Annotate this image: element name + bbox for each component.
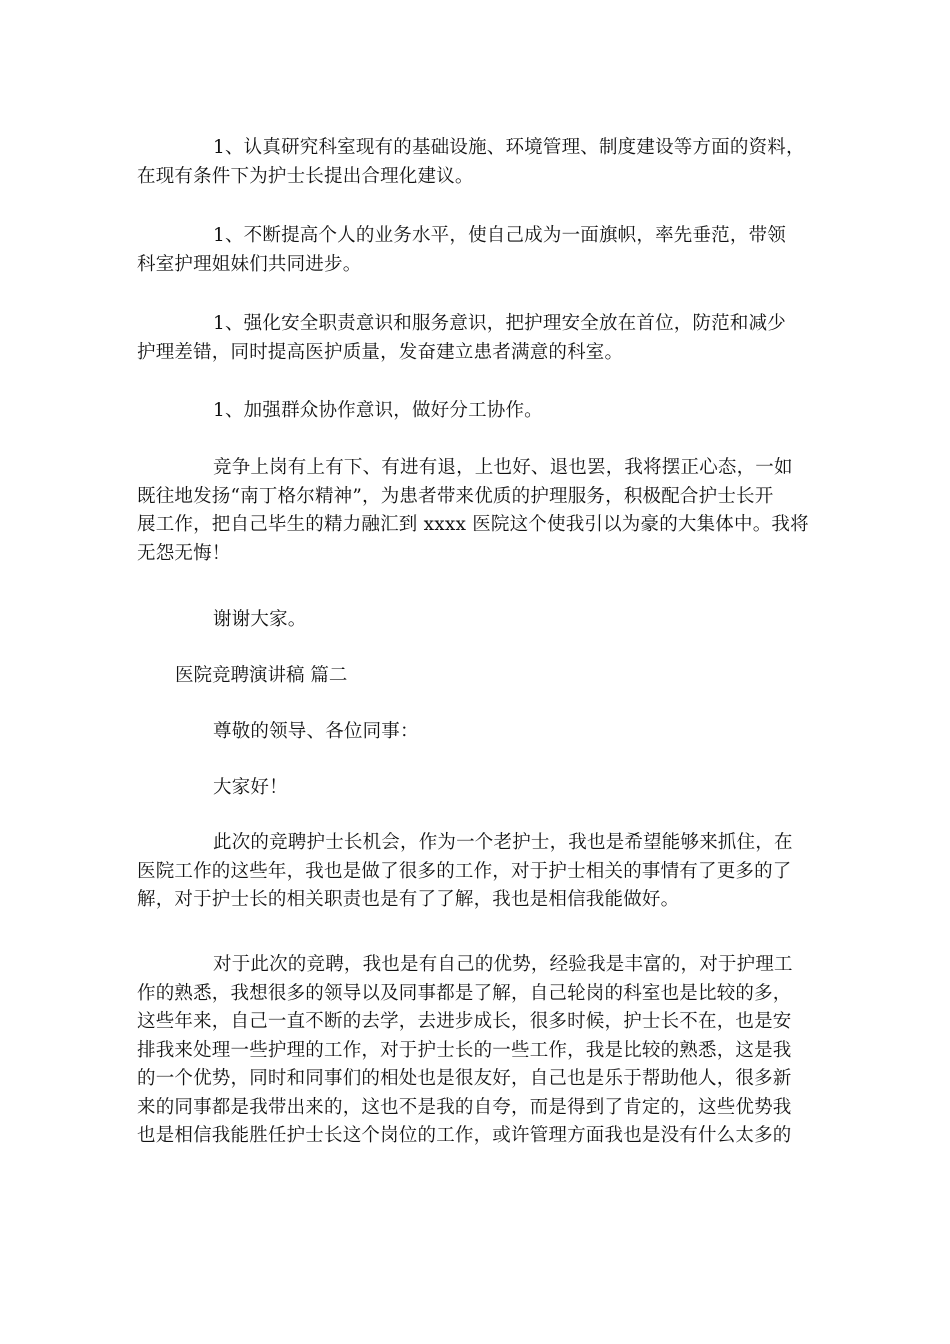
- text-line: 医院工作的这些年，我也是做了很多的工作，对于护士相关的事情有了更多的了: [137, 860, 792, 882]
- text-line: 这些年来，自己一直不断的去学，去进步成长，很多时候，护士长不在，也是安: [137, 1011, 792, 1032]
- text-line: 谢谢大家。: [213, 609, 307, 630]
- text-line: 1、加强群众协作意识，做好分工协作。: [213, 400, 543, 421]
- text-line: 无怨无悔！: [137, 542, 231, 564]
- text-line: 科室护理姐妹们共同进步。: [137, 253, 362, 275]
- body-paragraph-2: [137, 951, 815, 1151]
- section-heading: 医院竞聘演讲稿 篇二: [175, 665, 348, 686]
- text-line: 解，对于护士长的相关职责也是有了了解，我也是相信我能做好。: [137, 889, 680, 910]
- text-line: 的一个优势，同时和同事们的相处也是很友好，自己也是乐于帮助他人，很多新: [137, 1068, 792, 1089]
- body-paragraph-1: [137, 829, 815, 915]
- text-line: 大家好！: [213, 777, 288, 798]
- paragraph-2: [137, 222, 815, 279]
- text-line: 尊敬的领导、各位同事：: [213, 721, 419, 742]
- text-line: 此次的竞聘护士长机会，作为一个老护士，我也是希望能够来抓住，在: [213, 832, 793, 853]
- greeting: [137, 718, 815, 747]
- text-line: 1、强化安全职责意识和服务意识，把护理安全放在首位，防范和减少: [213, 313, 786, 334]
- text-line: 对于此次的竞聘，我也是有自己的优势，经验我是丰富的，对于护理工: [213, 954, 793, 975]
- paragraph-1: [137, 134, 815, 191]
- hello: [137, 774, 815, 803]
- paragraph-3: [137, 310, 815, 367]
- text-line: 排我来处理一些护理的工作，对于护士长的一些工作，我是比较的熟悉，这是我: [137, 1039, 792, 1061]
- text-line: 展工作，把自己毕生的精力融汇到 xxxx 医院这个使我引以为豪的大集体中。我将: [137, 514, 809, 535]
- text-line: 作的熟悉，我想很多的领导以及同事都是了解，自己轮岗的科室也是比较的多，: [137, 982, 792, 1004]
- text-line: 在现有条件下为护士长提出合理化建议。: [137, 165, 474, 187]
- text-line: 来的同事都是我带出来的，这也不是我的自夸，而是得到了肯定的，这些优势我: [137, 1096, 792, 1118]
- paragraph-5: [137, 454, 815, 568]
- text-line: 既往地发扬“南丁格尔精神”，为患者带来优质的护理服务，积极配合护士长开: [137, 485, 774, 507]
- text-line: 也是相信我能胜任护士长这个岗位的工作，或许管理方面我也是没有什么太多的: [137, 1125, 792, 1146]
- paragraph-6: [137, 606, 815, 635]
- text-line: 竞争上岗有上有下、有进有退，上也好、退也罢，我将摆正心态，一如: [213, 457, 793, 478]
- text-line: 护理差错，同时提高医护质量，发奋建立患者满意的科室。: [137, 341, 624, 363]
- text-line: 1、认真研究科室现有的基础设施、环境管理、制度建设等方面的资料，: [213, 137, 805, 158]
- paragraph-4: [137, 397, 815, 426]
- text-line: 1、不断提高个人的业务水平，使自己成为一面旗帜，率先垂范，带领: [213, 225, 786, 246]
